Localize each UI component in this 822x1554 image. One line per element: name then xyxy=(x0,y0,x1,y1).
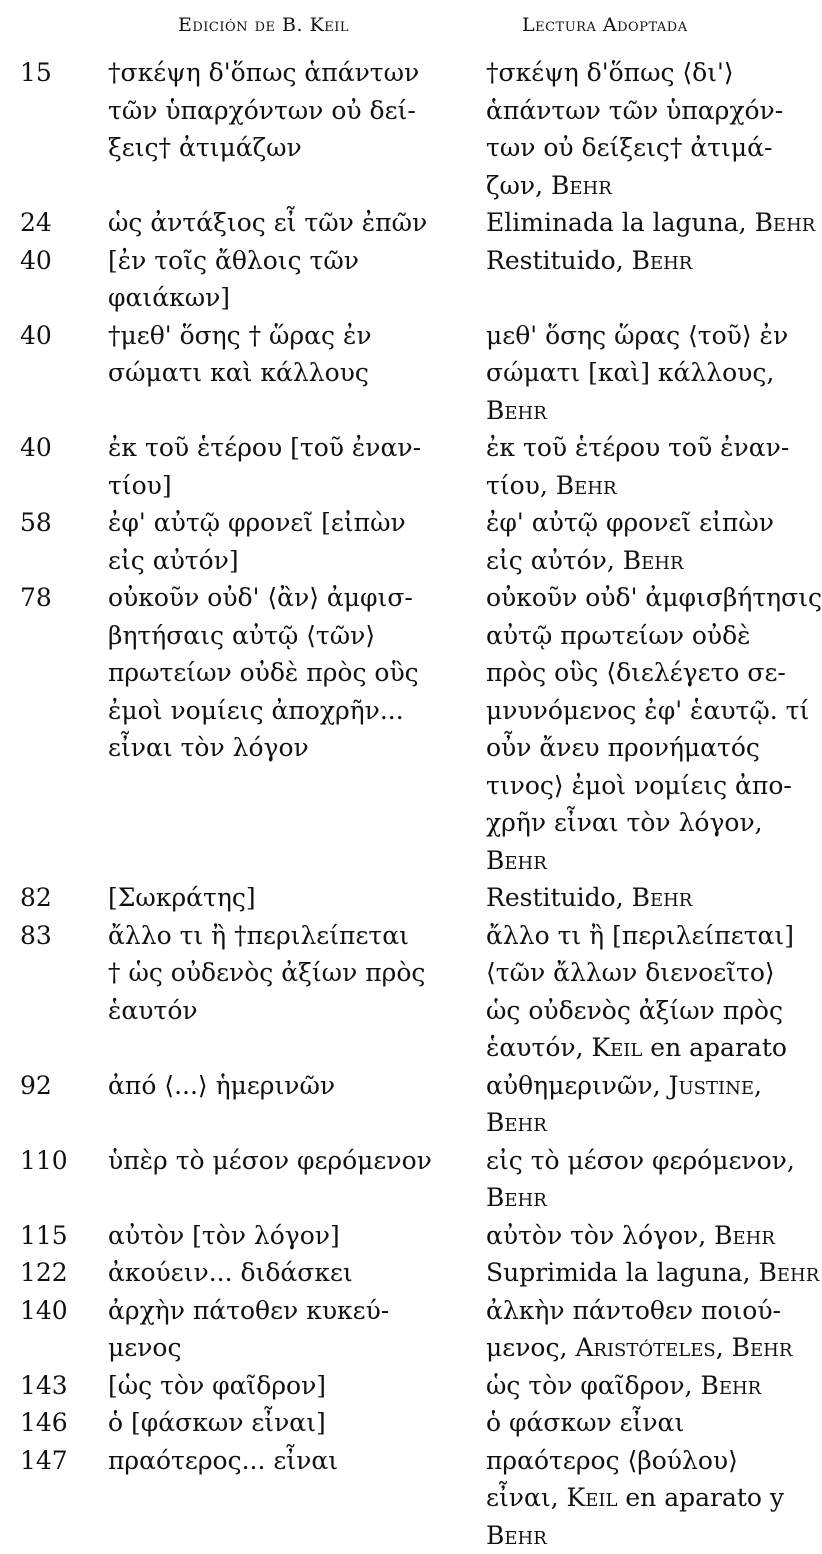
keil-reading-line: [ἐν τοῖς ἄθλοις τῶν xyxy=(108,242,426,280)
table-row xyxy=(0,917,808,1067)
adopted-reading-line: χρῆν εἶναι τὸν λόγον, xyxy=(486,804,802,842)
keil-reading-line: ὑπὲρ τὸ μέσον φερόμενον xyxy=(108,1142,426,1180)
table-row xyxy=(0,429,808,504)
keil-reading-line: εἶναι τὸν λόγον xyxy=(108,729,426,767)
table-row xyxy=(0,1292,808,1367)
keil-reading xyxy=(98,317,426,392)
adopted-reading-line xyxy=(486,392,802,430)
line-number: 15 xyxy=(0,54,98,92)
editor-name: Justine xyxy=(668,1071,754,1100)
adopted-reading-line: πραότερος ⟨βούλου⟩ xyxy=(486,1442,802,1480)
editor-name: Behr xyxy=(632,246,693,275)
keil-reading-line: [Σωκράτης] xyxy=(108,879,426,917)
adopted-reading-line: μνυνόμενος ἐφ' ἑαυτῷ. τί xyxy=(486,692,802,730)
keil-reading-line: [ὡς τὸν φαῖδρον] xyxy=(108,1367,426,1405)
table-row xyxy=(0,1404,808,1442)
line-number: 83 xyxy=(0,917,98,955)
line-number: 40 xyxy=(0,317,98,355)
line-number: 24 xyxy=(0,204,98,242)
table-row xyxy=(0,504,808,579)
adopted-reading xyxy=(426,54,802,204)
keil-reading xyxy=(98,204,426,242)
adopted-reading-line: ὡς οὐδενὸς ἀξίων πρὸς xyxy=(486,992,802,1030)
table-row xyxy=(0,1367,808,1405)
keil-reading-line: † ὡς οὐδενὸς ἀξίων πρὸς xyxy=(108,954,426,992)
keil-reading-line: ἀπό ⟨...⟩ ἡμερινῶν xyxy=(108,1067,426,1105)
table-row xyxy=(0,54,808,204)
keil-reading-line: ἀκούειν... διδάσκει xyxy=(108,1254,426,1292)
line-number: 143 xyxy=(0,1367,98,1405)
adopted-reading-line: πρὸς οὓς ⟨διελέγετο σε- xyxy=(486,654,802,692)
keil-reading-line: πρωτείων οὐδὲ πρὸς οὓς xyxy=(108,654,426,692)
adopted-reading-line: τίου, Behr xyxy=(486,467,802,505)
adopted-reading-line: μενος, Aristóteles, Behr xyxy=(486,1329,802,1367)
adopted-reading-line: αὐτῷ πρωτείων οὐδὲ xyxy=(486,617,802,655)
line-number: 147 xyxy=(0,1442,98,1480)
keil-reading-line: ἑαυτόν xyxy=(108,992,426,1030)
adopted-reading-line: αὐθημερινῶν, Justine, xyxy=(486,1067,802,1105)
line-number: 146 xyxy=(0,1404,98,1442)
editor-name: Keil xyxy=(591,1033,642,1062)
adopted-reading-line xyxy=(486,842,802,880)
keil-reading xyxy=(98,242,426,317)
editor-name: Behr xyxy=(623,546,684,575)
adopted-reading-line: ἁπάντων τῶν ὑπαρχόν- xyxy=(486,92,802,130)
adopted-reading xyxy=(426,504,802,579)
keil-reading-line: τίου] xyxy=(108,467,426,505)
keil-reading-line: οὐκοῦν οὐδ' ⟨ἂν⟩ ἀμφισ- xyxy=(108,579,426,617)
keil-reading-line: ἄλλο τι ἢ †περιλείπεται xyxy=(108,917,426,955)
keil-reading-line: ὁ [φάσκων εἶναι] xyxy=(108,1404,426,1442)
keil-reading-line: ἀρχὴν πάτοθεν κυκεύ- xyxy=(108,1292,426,1330)
adopted-reading xyxy=(426,204,802,242)
editor-name: Behr xyxy=(556,471,617,500)
editor-name: Behr xyxy=(755,208,816,237)
keil-reading-line: τῶν ὑπαρχόντων οὐ δεί- xyxy=(108,92,426,130)
adopted-reading-line: ⟨τῶν ἄλλων διενοεῖτο⟩ xyxy=(486,954,802,992)
editor-name: Behr xyxy=(714,1221,775,1250)
adopted-reading xyxy=(426,1404,802,1442)
keil-reading-line: βητήσαις αὐτῷ ⟨τῶν⟩ xyxy=(108,617,426,655)
adopted-reading-line: Restituido, Behr xyxy=(486,879,802,917)
adopted-reading-line: Restituido, Behr xyxy=(486,242,802,280)
editor-name: Behr xyxy=(700,1371,761,1400)
adopted-reading xyxy=(426,1442,802,1554)
table-row xyxy=(0,242,808,317)
table-row xyxy=(0,1217,808,1255)
keil-reading xyxy=(98,1404,426,1442)
adopted-reading xyxy=(426,1217,802,1255)
keil-reading-line: σώματι καὶ κάλλους xyxy=(108,354,426,392)
adopted-reading-line: των οὐ δείξεις† ἀτιμά- xyxy=(486,129,802,167)
adopted-reading-line: σώματι [καὶ] κάλλους, xyxy=(486,354,802,392)
line-number: 40 xyxy=(0,429,98,467)
keil-reading xyxy=(98,1254,426,1292)
adopted-reading-line: οὐκοῦν οὐδ' ἀμφισβήτησις xyxy=(486,579,802,617)
adopted-reading-line: εἰς τὸ μέσον φερόμενον, xyxy=(486,1142,802,1180)
table-header xyxy=(0,8,808,42)
line-number: 58 xyxy=(0,504,98,542)
line-number: 40 xyxy=(0,242,98,280)
header-right: Lectura Adoptada xyxy=(522,14,688,36)
table-row xyxy=(0,579,808,879)
adopted-reading-line: ἐκ τοῦ ἑτέρου τοῦ ἐναν- xyxy=(486,429,802,467)
adopted-reading-line: ὡς τὸν φαῖδρον, Behr xyxy=(486,1367,802,1405)
adopted-reading xyxy=(426,1367,802,1405)
keil-reading-line: ὡς ἀντάξιος εἶ τῶν ἐπῶν xyxy=(108,204,426,242)
editor-name: Behr xyxy=(759,1258,820,1287)
adopted-reading xyxy=(426,1254,802,1292)
line-number: 122 xyxy=(0,1254,98,1292)
line-number: 140 xyxy=(0,1292,98,1330)
adopted-reading-line xyxy=(486,1104,802,1142)
keil-reading-line: ξεις† ἀτιμάζων xyxy=(108,129,426,167)
editor-name: Behr xyxy=(486,396,547,425)
table-row xyxy=(0,1442,808,1554)
adopted-reading-line: αὐτὸν τὸν λόγον, Behr xyxy=(486,1217,802,1255)
header-left: Edición de B. Keil xyxy=(178,14,349,36)
adopted-reading xyxy=(426,429,802,504)
line-number: 92 xyxy=(0,1067,98,1105)
keil-reading-line: ἐφ' αὐτῷ φρονεῖ [εἰπὼν xyxy=(108,504,426,542)
keil-reading xyxy=(98,1142,426,1180)
adopted-reading-line: ἐφ' αὐτῷ φρονεῖ εἰπὼν xyxy=(486,504,802,542)
line-number: 78 xyxy=(0,579,98,617)
adopted-reading-line: ἄλλο τι ἢ [περιλείπεται] xyxy=(486,917,802,955)
editor-name: Behr xyxy=(486,1108,547,1137)
keil-reading xyxy=(98,54,426,167)
keil-reading xyxy=(98,1442,426,1480)
adopted-reading xyxy=(426,1292,802,1367)
line-number: 82 xyxy=(0,879,98,917)
table-row xyxy=(0,1142,808,1217)
adopted-reading-line xyxy=(486,1179,802,1217)
keil-reading-line: ἐμοὶ νομίεις ἀποχρῆν... xyxy=(108,692,426,730)
editor-name: Behr xyxy=(632,883,693,912)
adopted-reading xyxy=(426,317,802,430)
keil-reading xyxy=(98,879,426,917)
keil-reading-line: †σκέψη δ'ὅπως ἁπάντων xyxy=(108,54,426,92)
editor-name: Behr xyxy=(732,1333,793,1362)
keil-reading xyxy=(98,1217,426,1255)
table-row xyxy=(0,317,808,430)
adopted-reading-line: ἀλκὴν πάντοθεν ποιού- xyxy=(486,1292,802,1330)
table-row xyxy=(0,1254,808,1292)
adopted-reading xyxy=(426,579,802,879)
keil-reading-line: φαιάκων] xyxy=(108,279,426,317)
line-number: 110 xyxy=(0,1142,98,1180)
adopted-reading-line: εἶναι, Keil en aparato y xyxy=(486,1479,802,1517)
table-row xyxy=(0,204,808,242)
adopted-reading-line: Suprimida la laguna, Behr xyxy=(486,1254,802,1292)
adopted-reading-line: οὖν ἄνευ προνήματός xyxy=(486,729,802,767)
adopted-reading-line: Eliminada la laguna, Behr xyxy=(486,204,802,242)
keil-reading xyxy=(98,1067,426,1105)
keil-reading xyxy=(98,579,426,767)
keil-reading-line: αὐτὸν [τὸν λόγον] xyxy=(108,1217,426,1255)
keil-reading xyxy=(98,1292,426,1367)
keil-reading xyxy=(98,917,426,1030)
table-row xyxy=(0,879,808,917)
adopted-reading-line: †σκέψη δ'ὅπως ⟨δι'⟩ xyxy=(486,54,802,92)
adopted-reading xyxy=(426,1067,802,1142)
adopted-reading xyxy=(426,879,802,917)
editor-name: Behr xyxy=(486,846,547,875)
keil-reading xyxy=(98,429,426,504)
table-row xyxy=(0,1067,808,1142)
editor-name: Behr xyxy=(486,1521,547,1550)
apparatus-table xyxy=(0,54,808,1554)
editor-name: Aristóteles xyxy=(575,1333,715,1362)
adopted-reading xyxy=(426,242,802,280)
editor-name: Keil xyxy=(567,1483,618,1512)
keil-reading xyxy=(98,504,426,579)
editor-name: Behr xyxy=(551,171,612,200)
adopted-reading-line: τινος⟩ ἐμοὶ νομίεις ἀπο- xyxy=(486,767,802,805)
keil-reading-line: πραότερος... εἶναι xyxy=(108,1442,426,1480)
adopted-reading-line: ὁ φάσκων εἶναι xyxy=(486,1404,802,1442)
adopted-reading-line: μεθ' ὅσης ὥρας ⟨τοῦ⟩ ἐν xyxy=(486,317,802,355)
adopted-reading-line: ἑαυτόν, Keil en aparato xyxy=(486,1029,802,1067)
adopted-reading-line: ζων, Behr xyxy=(486,167,802,205)
keil-reading-line: μενος xyxy=(108,1329,426,1367)
line-number: 115 xyxy=(0,1217,98,1255)
adopted-reading-line xyxy=(486,1517,802,1554)
adopted-reading xyxy=(426,1142,802,1217)
keil-reading-line: εἰς αὐτόν] xyxy=(108,542,426,580)
editor-name: Behr xyxy=(486,1183,547,1212)
keil-reading-line: ἐκ τοῦ ἑτέρου [τοῦ ἐναν- xyxy=(108,429,426,467)
adopted-reading-line: εἰς αὐτόν, Behr xyxy=(486,542,802,580)
keil-reading-line: †μεθ' ὅσης † ὥρας ἐν xyxy=(108,317,426,355)
adopted-reading xyxy=(426,917,802,1067)
keil-reading xyxy=(98,1367,426,1405)
